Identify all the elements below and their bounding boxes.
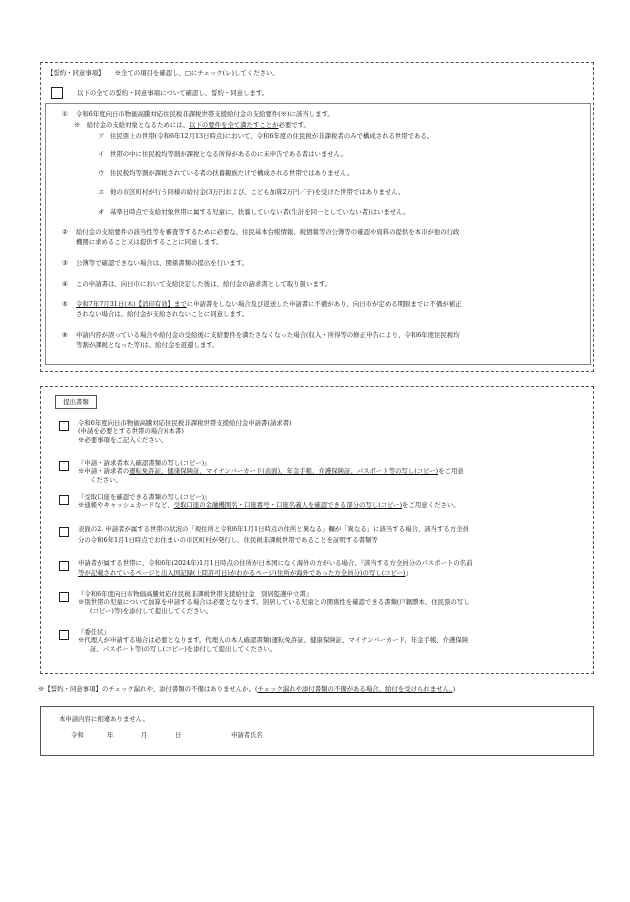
doc-text-pre: ※申請・請求者の xyxy=(78,467,130,476)
pledge-item-text: 公簿等で確認できない場合は、関係書類の提出を行います。 xyxy=(76,259,249,267)
requirement-kana: イ xyxy=(98,150,105,158)
requirement-text: 基準日時点で支給対象世帯に属する児童に、扶養していない者(生計を同一としていない者)はいません。 xyxy=(110,208,410,216)
pledge-item-number: ⑥ xyxy=(62,331,68,339)
documents-section xyxy=(40,386,594,674)
doc-text: 『令和6年度向日市物価高騰対応住民税非課税世帯支援給付金 別居監護申立書』 xyxy=(78,590,313,598)
doc-text xyxy=(78,569,583,577)
pledge-item-text: この申請書は、向日市において支給決定した後は、給付金の請求書として取り扱います。 xyxy=(76,280,332,288)
doc-text: ※代理人が申請する場合は必要となります。代理人の本人確認書類(運転免許証、健康保険証、マイナンバーカード、年金手帳、介護保険 xyxy=(78,636,469,645)
footer-note-pre: ※【誓約・同意事項】のチェック漏れや、添付書類の不備はありませんか。( xyxy=(38,685,258,693)
pledge-item-text: 給付金の支給要件の該当性等を審査等するために必要な、住民基本台帳情報、税情報等の公簿等の確認や資料の提供を本市が他の行政 xyxy=(76,228,460,236)
doc-text-underline: 運転免許証、健康保険証、マイナンバーカード(表面)、年金手帳、介護保険証、パスポート等の写し(コピー) xyxy=(129,467,439,476)
pledge-item-2-cont: 機関に求めること又は提供することに同意します。 xyxy=(76,238,223,246)
doc-checkbox[interactable] xyxy=(59,630,69,640)
doc-text-post: をご用意 xyxy=(438,467,464,476)
doc-text: 表面の2. 申請者が属する世帯の状況の「現住所と令和6年1月1日時点の住所と異なる」欄が「異なる」に該当する場合、該当する方全員 xyxy=(78,525,469,533)
doc-text: 『受取口座を確認できる書類の写し(コピー)』 xyxy=(78,493,211,501)
requirement-kana: オ xyxy=(98,208,105,216)
requirement-text: 世帯の中に住民税均等割が課税となる所得があるのに未申告である者はいません。 xyxy=(110,150,347,158)
doc-text: ※必要事項をご記入ください。 xyxy=(78,435,168,444)
pledge-item-number: ④ xyxy=(62,280,68,288)
doc-text: 分の令和6年1月1日時点でお住まいの市区町村が発行し、住民税非課税世帯であることを証明する書類等 xyxy=(78,536,378,545)
date-month-label: 月 xyxy=(141,731,148,739)
pledge-item-number: ③ xyxy=(62,259,68,267)
applicant-name-label: 申請者氏名 xyxy=(231,731,263,739)
requirement-kana: ア xyxy=(98,132,105,140)
requirements-note-suffix: 必要です。 xyxy=(278,121,310,129)
pledge-item-5-cont: されない場合は、給付金が支給されないことに同意します。 xyxy=(76,310,249,318)
doc-text: ※別世帯の児童について加算を申請する場合は必要となります。別居している児童との関係性を確認できる書類(戸籍謄本、住民票の写し xyxy=(78,598,470,607)
pledge-header xyxy=(47,69,279,77)
pledge-item-text-rest: に申請書をしない場合及び返送した申請書に不備があり、向日市が定める期限までに不備が補正 xyxy=(186,300,462,308)
date-day-label: 日 xyxy=(175,731,182,739)
doc-checkbox[interactable] xyxy=(59,527,69,537)
doc-text-pre: ※通帳やキャッシュカードなど、 xyxy=(78,501,174,510)
doc-checkbox[interactable] xyxy=(59,592,69,602)
doc-text: (申請を必要とする世帯の場合)(本書) xyxy=(78,427,184,436)
agree-all-label: 以下の全ての誓約・同意事項について確認し、誓約・同意します。 xyxy=(77,89,269,97)
pledge-item-number: ② xyxy=(62,228,68,236)
requirement-text: 他の市区町村が行う同様の給付金(3万円および、こども加算2万円／子)を受けた世帯ではありません。 xyxy=(110,188,405,196)
requirement-kana: エ xyxy=(98,188,105,196)
pledge-section xyxy=(40,62,594,372)
pledge-header-label: 【誓約・同意事項】 xyxy=(47,69,105,77)
requirements-note-prefix: ※ 給付金の支給対象となるためには、 xyxy=(74,121,190,129)
doc-checkbox[interactable] xyxy=(59,561,69,571)
doc-text: 申請者が属する世帯に、令和6年(2024年)1月1日時点の住所が日本国になく海外の方がいる場合、『該当する方全員分のパスポートの名前 xyxy=(78,559,473,567)
doc-text-post: をご用意ください。 xyxy=(402,501,460,510)
doc-checkbox[interactable] xyxy=(59,421,69,431)
doc-text: ください。 xyxy=(90,475,122,484)
doc-text: 令和6年度向日市物価高騰対応住民税非課税世帯支援給付金申請書(請求書) xyxy=(78,419,292,427)
requirement-text: 住民税均等割が課税されている者の扶養親族だけで構成される世帯ではありません。 xyxy=(110,169,354,177)
doc-text: 証、パスポート等)の写し(コピー)を添付して提出してください。 xyxy=(90,644,277,653)
doc-text xyxy=(78,467,583,475)
requirement-kana: ウ xyxy=(98,169,105,177)
pledge-item-number: ⑤ xyxy=(62,300,68,308)
date-era-label: 令和 xyxy=(71,731,84,739)
confirmation-statement: 本申請内容に相違ありません。 xyxy=(59,715,149,723)
doc-text: (コピー)等)を添付して提出してください。 xyxy=(90,606,213,615)
pledge-header-note: ※全ての項目を確認し、□にチェック(レ)してください。 xyxy=(114,69,279,77)
pledge-item-text: 申請内容が誤っている場合や給付金の受給後に支給要件を満たさなくなった場合(収入・所得等の修正申告により、令和6年度住民税均 xyxy=(76,331,460,339)
documents-title: 提出書類 xyxy=(55,395,97,409)
doc-text-underline: 等が記載されているページと出入国記録(上陸許可日)がわかるページ(住所が海外であった方全員分)の写し(コピー) xyxy=(78,569,406,578)
pledge-item-6-cont: 等割が課税となった等)は、給付金を返還します。 xyxy=(76,341,219,349)
footer-note-post: ) xyxy=(452,685,456,693)
date-year-label: 年 xyxy=(107,731,114,739)
doc-checkbox[interactable] xyxy=(59,495,69,505)
doc-text-post: 』 xyxy=(405,569,412,578)
doc-text: 『申請・請求者本人確認書類の写し(コピー)』 xyxy=(78,459,211,467)
footer-note-underline: チェック漏れや添付書類の不備がある場合、給付を受けられません。 xyxy=(257,685,453,693)
pledge-item-text: 令和6年度向日市物価高騰対応住民税非課税世帯支援給付金の支給要件(※)に該当します。 xyxy=(76,110,334,118)
doc-text: 『委任状』 xyxy=(78,628,110,636)
pledge-item-number: ① xyxy=(62,110,68,118)
pledge-items-box xyxy=(45,103,591,365)
requirements-note-underline: 以下の要件を全て満たすことが xyxy=(189,121,279,129)
requirement-text: 住民票上の世帯(令和6年12月13日時点)において、令和6年度の住民税が非課税者のみで構成される世帯である。 xyxy=(110,132,434,140)
confirmation-box xyxy=(40,706,594,756)
doc-text-underline: 受取口座の金融機関名・口座番号・口座名義人を確認できる部分の写し(コピー) xyxy=(173,501,403,510)
pledge-item-text xyxy=(76,300,582,308)
doc-checkbox[interactable] xyxy=(59,461,69,471)
footer-note xyxy=(38,685,598,693)
doc-text xyxy=(78,501,583,509)
deadline-underline: 令和7年7月31日(木)【消印有効】まで xyxy=(76,300,187,308)
requirements-note xyxy=(74,121,582,129)
agree-all-checkbox[interactable] xyxy=(51,87,63,99)
